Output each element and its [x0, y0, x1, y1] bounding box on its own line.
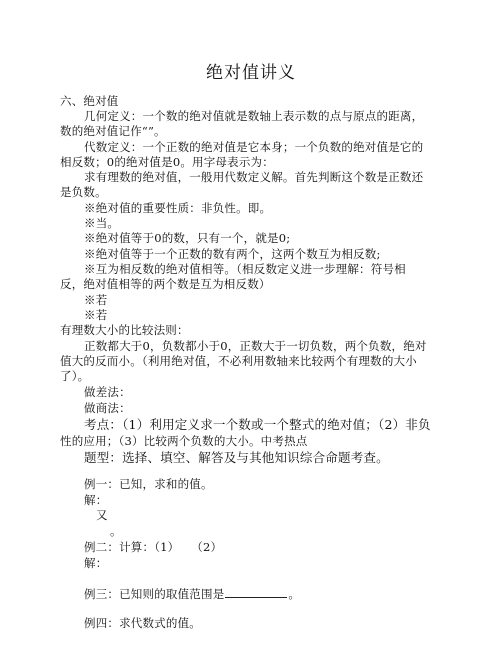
property-line: ※若 [84, 308, 108, 322]
property-line: ※当。 [84, 216, 120, 230]
question-type-line: 题型：选择、填空、解答及与其他知识综合命题考查。 [84, 450, 389, 465]
example-three-end: 。 [288, 587, 301, 601]
page-title: 绝对值讲义 [206, 63, 296, 83]
section-heading: 六、绝对值 [60, 94, 119, 108]
exam-point-line: 性的应用；（3）比较两个负数的大小。中考热点 [60, 434, 308, 448]
example-three [84, 586, 300, 601]
comparison-heading: 有理数大小的比较法则： [60, 323, 189, 337]
solution-line: 又 [96, 508, 108, 522]
example-one: 例一：已知，求和的值。 [84, 477, 213, 491]
method-line: 做商法： [84, 401, 131, 415]
comparison-line: 正数都大于0，负数都小于0，正数大于一切负数，两个负数，绝对 [84, 339, 427, 353]
geometric-definition-line: 数的绝对值记作“”。 [60, 124, 166, 138]
example-three-text: 例三：已知则的取值范围是 [84, 587, 225, 601]
property-line: ※互为相反数的绝对值相等。（相反数定义进一步理解：符号相 [84, 262, 406, 276]
exam-point-line: 考点：（1）利用定义求一个数或一个整式的绝对值；（2）非负 [84, 417, 431, 432]
comparison-line: 值大的反而小。（利用绝对值，不必利用数轴来比较两个有理数的大小 [60, 354, 417, 368]
example-two: 例二：计算：（1） （2） [84, 540, 223, 554]
method-line: 做差法： [84, 385, 131, 399]
property-line: ※绝对值的重要性质：非负性。即。 [84, 201, 272, 215]
paragraph-line: 是负数。 [60, 185, 107, 199]
answer-blank [225, 586, 287, 598]
algebraic-definition-line: 相反数；0的绝对值是0。用字母表示为： [60, 155, 274, 169]
comparison-line: 了）。 [60, 369, 90, 383]
solution-label: 解： [84, 493, 108, 507]
paragraph-line: 求有理数的绝对值，一般用代数定义解。首先判断这个数是正数还 [84, 170, 424, 184]
property-line: 反，绝对值相等的两个数是互为相反数） [60, 277, 271, 291]
property-line: ※绝对值等于0的数，只有一个，就是0; [84, 231, 291, 245]
algebraic-definition-line: 代数定义：一个正数的绝对值是它本身；一个负数的绝对值是它的 [84, 140, 424, 154]
property-line: ※绝对值等于一个正数的数有两个，这两个数互为相反数; [84, 247, 381, 261]
example-four: 例四：求代数式的值。 [84, 616, 201, 630]
solution-label: 解： [84, 556, 108, 570]
property-line: ※若 [84, 293, 108, 307]
solution-line: 。 [110, 524, 122, 538]
geometric-definition-line: 几何定义：一个数的绝对值就是数轴上表示数的点与原点的距离， [84, 109, 424, 123]
